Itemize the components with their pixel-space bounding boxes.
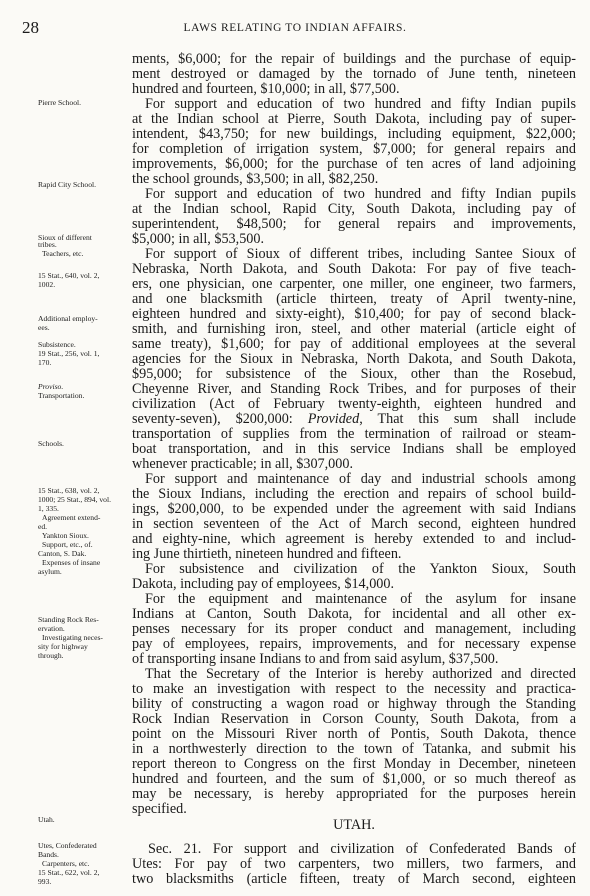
body-line: hundred and fourteen, $10,000; in all, $77,500. bbox=[132, 81, 400, 97]
body-line: Utes: For pay of two carpenters, two millers, two farmers, and bbox=[132, 856, 576, 872]
margin-note: 1000; 25 Stat., 894, vol. bbox=[38, 495, 111, 504]
body-line: civilization (Act of February twenty-eighth, eighteen hundred and bbox=[132, 396, 576, 412]
body-line: the Sioux Indians, including the erection and repairs of school build- bbox=[132, 486, 576, 502]
margin-note: 15 Stat., 640, vol. 2, bbox=[38, 271, 100, 280]
body-line: transportation of supplies from the termination of railroad or steam- bbox=[132, 426, 576, 442]
body-line: For subsistence and civilization of the Yankton Sioux, South bbox=[145, 561, 576, 577]
margin-note: 993. bbox=[38, 877, 52, 886]
body-line: of transporting insane Indians to and from said asylum, $37,500. bbox=[132, 651, 499, 667]
body-line: ments, $6,000; for the repair of buildings and the purchase of equip- bbox=[132, 51, 576, 67]
margin-note: 1, 335. bbox=[38, 504, 59, 513]
margin-note: Yankton Sioux. bbox=[42, 531, 89, 540]
section-heading: UTAH. bbox=[333, 817, 375, 833]
body-line: superintendent, $48,500; for general repairs and improvements, bbox=[132, 216, 576, 232]
body-line: whenever practicable; in all, $307,000. bbox=[132, 456, 354, 472]
body-line: Dakota, including pay of employees, $14,000. bbox=[132, 576, 395, 592]
margin-note: 1002. bbox=[38, 280, 56, 289]
margin-note: 19 Stat., 256, vol. 1, bbox=[38, 349, 100, 358]
body-line: specified. bbox=[132, 801, 187, 817]
margin-note: ervation. bbox=[38, 624, 65, 633]
body-line: same treaty), $1,600; for pay of additional employees at the several bbox=[132, 336, 576, 352]
margin-note: Expenses of insane bbox=[42, 558, 101, 567]
margin-note: Schools. bbox=[38, 439, 64, 448]
body-line: Sec. 21. For support and civilization of Confederated Bands of bbox=[148, 841, 576, 857]
body-line: seventy-seven), $200,000: Provided, That this sum shall include bbox=[132, 411, 576, 427]
body-line: ing June thirtieth, nineteen hundred and fifteen. bbox=[132, 546, 402, 562]
margin-note: Canton, S. Dak. bbox=[38, 549, 87, 558]
margin-note: Teachers, etc. bbox=[42, 249, 84, 258]
margin-note: Transportation. bbox=[38, 391, 85, 400]
margin-note: Sioux of different bbox=[38, 233, 92, 242]
body-line: ment destroyed or damaged by the tornado of June tenth, nineteen bbox=[132, 66, 576, 82]
margin-note: 170. bbox=[38, 358, 52, 367]
margin-note: Additional employ- bbox=[38, 314, 98, 323]
margin-note: Agreement extend- bbox=[42, 513, 101, 522]
body-line: and one blacksmith (article thirteen, treaty of April twenty-nine, bbox=[132, 291, 576, 307]
margin-note: sity for highway bbox=[38, 642, 88, 651]
body-line: report thereon to Congress on the first Monday in December, nineteen bbox=[132, 756, 576, 772]
body-line: For support and education of two hundred and fifty Indian pupils bbox=[145, 186, 576, 202]
body-line: at the Indian school, Rapid City, South Dakota, including pay of bbox=[132, 201, 576, 217]
margin-note: Rapid City School. bbox=[38, 180, 97, 189]
margin-note: Utah. bbox=[38, 815, 55, 824]
body-line: Indians at Canton, South Dakota, for incidental and all other ex- bbox=[132, 606, 576, 622]
margin-note: 15 Stat., 638, vol. 2, bbox=[38, 486, 100, 495]
body-line: two blacksmiths (article fifteen, treaty of March second, eighteen bbox=[132, 871, 576, 887]
margin-note: Standing Rock Res- bbox=[38, 615, 99, 624]
margin-note: Investigating neces- bbox=[42, 633, 103, 642]
page-header bbox=[0, 18, 590, 38]
body-line: pay of employees, repairs, improvements, and for necessary expense bbox=[132, 636, 576, 652]
body-line: and eighty-nine, which agreement is hereby extended to and includ- bbox=[132, 531, 576, 547]
body-line: ers, one physician, one carpenter, one miller, one engineer, two farmers, bbox=[132, 276, 576, 292]
body-line: $5,000; in all, $53,500. bbox=[132, 231, 265, 247]
body-line: eighteen hundred and sixty-eight), $10,400; for pay of second black- bbox=[132, 306, 576, 322]
body-line: hundred and fourteen, and the sum of $1,000, or so much thereof as bbox=[132, 771, 576, 787]
margin-note: Subsistence. bbox=[38, 340, 76, 349]
body-line: Cheyenne River, and Standing Rock Tribes, and for purposes of their bbox=[132, 381, 576, 397]
page-number: 28 bbox=[22, 18, 39, 37]
body-line: intendent, $43,750; for new buildings, including equipment, $22,000; bbox=[132, 126, 576, 142]
body-line: penses necessary for its proper conduct and management, including bbox=[132, 621, 576, 637]
body-line: ings, $200,000, to be expended under the agreement with said Indians bbox=[132, 501, 576, 517]
body-line: For support and education of two hundred and fifty Indian pupils bbox=[145, 96, 576, 112]
margin-note: Pierre School. bbox=[38, 98, 82, 107]
body-line: For support of Sioux of different tribes, including Santee Sioux of bbox=[145, 246, 576, 262]
body-line: $95,000; for subsistence of the Sioux, other than the Rosebud, bbox=[132, 366, 576, 382]
body-line: agencies for the Sioux in Nebraska, North Dakota, and South Dakota, bbox=[132, 351, 576, 367]
margin-note: tribes. bbox=[38, 240, 57, 249]
margin-note: Proviso. bbox=[38, 382, 64, 391]
margin-note: ees. bbox=[38, 323, 50, 332]
body-line: at the Indian school at Pierre, South Dakota, including pay of super- bbox=[132, 111, 576, 127]
body-line: That the Secretary of the Interior is hereby authorized and directed bbox=[145, 666, 576, 682]
margin-note: 15 Stat., 622, vol. 2, bbox=[38, 868, 100, 877]
margin-note: Bands. bbox=[38, 850, 59, 859]
body-line: Rock Indian Reservation in Corson County, South Dakota, from a bbox=[132, 711, 576, 727]
body-line: For support and maintenance of day and industrial schools among bbox=[145, 471, 576, 487]
margin-note: ed. bbox=[38, 522, 48, 531]
margin-note: Support, etc., of. bbox=[42, 540, 93, 549]
margin-note: Carpenters, etc. bbox=[42, 859, 90, 868]
margin-note: Utes, Confederated bbox=[38, 841, 97, 850]
body-line: for completion of irrigation system, $7,000; for general repairs and bbox=[132, 141, 576, 157]
body-line: in section seventeen of the Act of March second, eighteen hundred bbox=[132, 516, 576, 532]
running-title: LAWS RELATING TO INDIAN AFFAIRS. bbox=[183, 22, 407, 34]
body-line: in a northwesterly direction to the town of Tatanka, and submit his bbox=[132, 741, 576, 757]
body-line: bility of constructing a wagon road or highway through the Standing bbox=[132, 696, 576, 712]
body-line: Nebraska, North Dakota, and South Dakota: For pay of five teach- bbox=[132, 261, 576, 277]
body-line: improvements, $6,000; for the purchase of ten acres of land adjoining bbox=[132, 156, 576, 172]
body-line: For the equipment and maintenance of the asylum for insane bbox=[145, 591, 576, 607]
body-line: may be necessary, is hereby appropriated for the purposes herein bbox=[132, 786, 576, 802]
margin-note: asylum. bbox=[38, 567, 62, 576]
body-line: point on the Missouri River north of Pontis, South Dakota, thence bbox=[132, 726, 576, 742]
body-line: the school grounds, $3,500; in all, $82,250. bbox=[132, 171, 379, 187]
body-line: to make an investigation with respect to the necessity and practica- bbox=[132, 681, 576, 697]
body-line: smith, and furnishing iron, steel, and other material (article eight of bbox=[132, 321, 576, 337]
body-line: boat transportation, and in this service Indians shall be employed bbox=[132, 441, 576, 457]
margin-note: through. bbox=[38, 651, 64, 660]
